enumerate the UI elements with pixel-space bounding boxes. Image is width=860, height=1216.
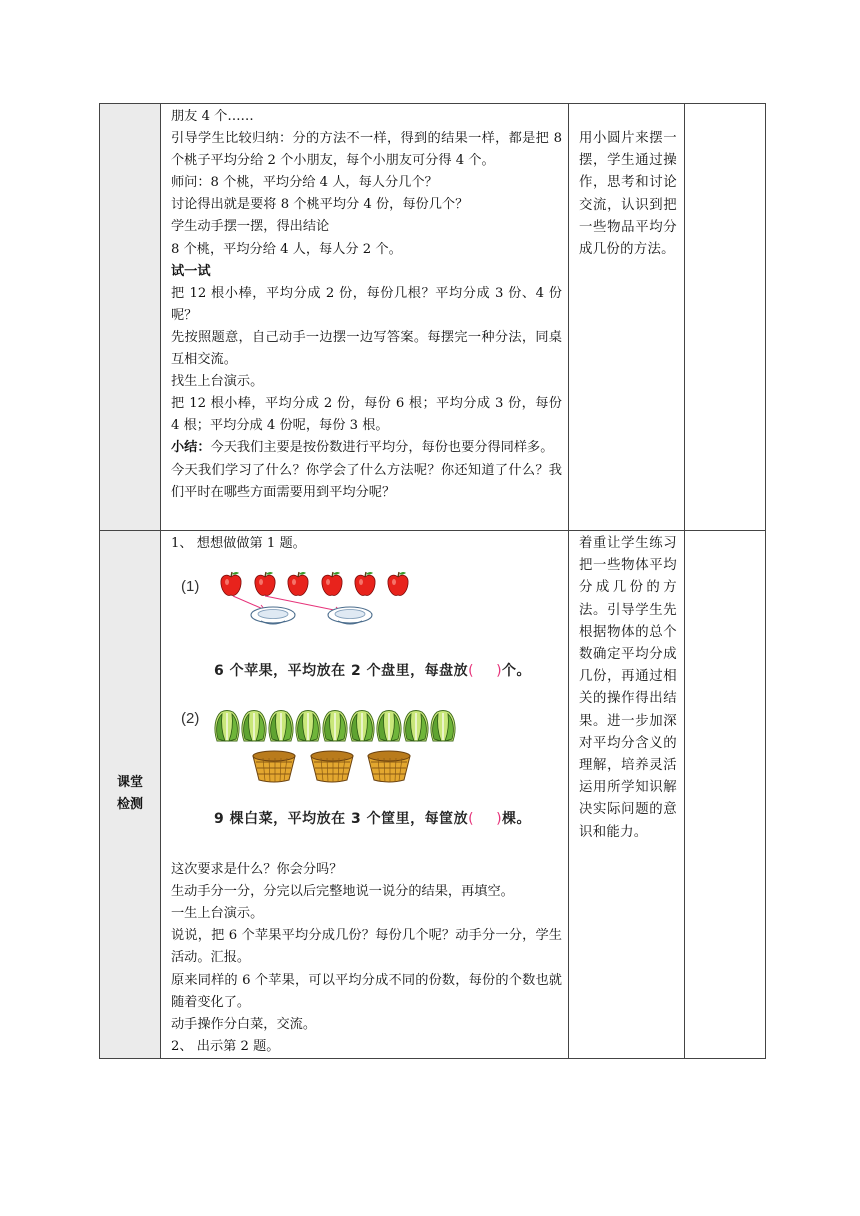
paragraph: 先按照题意，自己动手一边摆一边写答案。每摆完一种分法，同桌互相交流。 xyxy=(171,329,562,368)
summary-heading: 小结： xyxy=(171,440,211,456)
plate-icon xyxy=(251,607,295,624)
paragraph: 8 个桃，平均分给 4 人，每人分 2 个。 xyxy=(171,241,402,257)
design-note: 着重让学生练习把一些物体平均分成几份的方法。引导学生先根据物体的总个数确定平均分成几份，再通过相关的操作得出结果。进一步加深对平均分含义的理解，培养灵活运用所学知识解决实际问题的意识和能力。 xyxy=(579,536,677,840)
paragraph: 一生上台演示。 xyxy=(171,906,264,922)
lesson-plan-table xyxy=(99,103,766,1059)
basket-icon xyxy=(311,751,353,782)
design-note-cell xyxy=(569,531,685,1059)
paragraph: 今天我们学习了什么？你学会了什么方法呢？你还知道了什么？我们平时在哪些方面需要用到平均分呢？ xyxy=(171,462,562,500)
table-row xyxy=(100,104,766,531)
paragraph: 2、 出示第 2 题。 xyxy=(171,1038,280,1054)
paragraph: 把 12 根小棒，平均分成 2 份，每份 6 根；平均分成 3 份，每份 4 根；平均分成 4 份呢，每份 3 根。 xyxy=(171,396,562,434)
cabbage-icon xyxy=(242,711,266,742)
section-label-line2: 检测 xyxy=(116,797,143,813)
section-label-cell xyxy=(100,104,161,531)
cabbage-icon xyxy=(215,711,239,742)
section-label-cell xyxy=(100,531,161,1059)
paragraph: 动手操作分白菜，交流。 xyxy=(171,1016,317,1032)
paragraph: 1、 想想做做第 1 题。 xyxy=(171,536,306,551)
exercise-content xyxy=(161,531,568,1058)
cabbage-icon xyxy=(377,711,401,742)
basket-icon xyxy=(368,751,410,782)
paragraph: 找生上台演示。 xyxy=(171,374,264,390)
exercise-illustration xyxy=(161,559,568,859)
paragraph: 生动手分一分，分完以后完整地说一说分的结果，再填空。 xyxy=(171,884,514,900)
summary-text: 今天我们主要是按份数进行平均分，每份也要分得同样多。 xyxy=(210,440,554,456)
cabbage-icon xyxy=(431,711,455,742)
paragraph: 引导学生比较归纳：分的方法不一样，得到的结果一样，都是把 8 个桃子平均分给 2 个小朋友，每个小朋友可分得 4 个。 xyxy=(171,131,562,169)
paragraph: 这次要求是什么？你会分吗？ xyxy=(171,862,343,878)
blank-cell xyxy=(685,104,766,531)
table-row xyxy=(100,531,766,1059)
paragraph: 朋友 4 个…… xyxy=(171,109,254,124)
apple-icon xyxy=(355,572,375,595)
blank-cell xyxy=(685,531,766,1059)
exercise-1-caption: 6 个苹果，平均放在 2 个盘里，每盘放( )个。 xyxy=(214,663,532,680)
teaching-process xyxy=(161,104,568,504)
exercise-2-caption: 9 棵白菜，平均放在 3 个筐里，每筐放( )棵。 xyxy=(214,811,532,828)
try-heading: 试一试 xyxy=(171,263,211,279)
apple-icon xyxy=(322,572,342,595)
section-label-line1: 课堂 xyxy=(116,775,143,791)
plate-icon xyxy=(328,607,372,624)
basket-icon xyxy=(253,751,295,782)
content-cell xyxy=(161,104,569,531)
apple-icon xyxy=(388,572,408,595)
paragraph: 学生动手摆一摆，得出结论 xyxy=(171,219,330,235)
design-note: 用小圆片来摆一摆，学生通过操作，思考和讨论交流，认识到把一些物品平均分成几份的方法。 xyxy=(579,131,677,258)
cabbage-icon xyxy=(269,711,293,742)
paragraph: 讨论得出就是要将 8 个桃平均分 4 份，每份几个？ xyxy=(171,197,469,213)
cabbage-icon xyxy=(323,711,347,742)
paragraph: 师问：8 个桃，平均分给 4 人，每人分几个？ xyxy=(171,175,438,191)
paragraph: 把 12 根小棒，平均分成 2 份，每份几根？平均分成 3 份、4 份呢？ xyxy=(171,285,562,323)
apple-icon xyxy=(255,572,275,595)
cabbage-icon xyxy=(296,711,320,742)
design-note-cell xyxy=(569,104,685,531)
exercise-2-label: (2) xyxy=(181,710,200,728)
paragraph: 说说，把 6 个苹果平均分成几份？每份几个呢？动手分一分，学生活动。汇报。 xyxy=(171,928,562,966)
exercise-1-label: (1) xyxy=(181,578,200,596)
content-cell xyxy=(161,531,569,1059)
cabbage-icon xyxy=(350,711,374,742)
paragraph: 原来同样的 6 个苹果，可以平均分成不同的份数，每份的个数也就随着变化了。 xyxy=(171,972,562,1010)
apple-icon xyxy=(288,572,308,595)
cabbage-icon xyxy=(404,711,428,742)
apple-icon xyxy=(221,572,241,595)
